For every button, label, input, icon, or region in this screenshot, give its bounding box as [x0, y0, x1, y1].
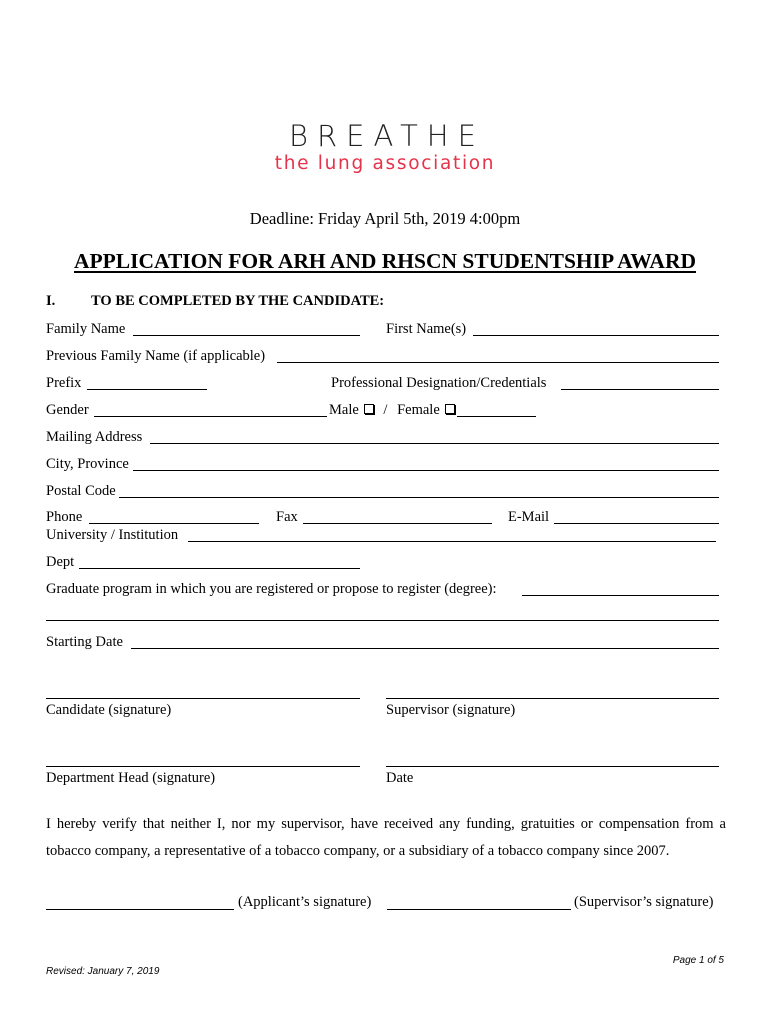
page-title: APPLICATION FOR ARH AND RHSCN STUDENTSHIP AWARD [74, 249, 696, 273]
logo-wordmark: BREATHE [289, 119, 485, 153]
row-gender [46, 401, 719, 421]
starting-date-field[interactable] [131, 648, 719, 649]
breathe-logo [0, 120, 770, 176]
city-province-field[interactable] [133, 470, 719, 471]
previous-family-name-field[interactable] [277, 362, 719, 363]
male-label: Male [329, 402, 359, 418]
department-head-signature-label: Department Head (signature) [46, 770, 216, 786]
final-supervisor-signature-label: (Supervisor’s signature) [574, 894, 714, 910]
male-checkbox[interactable] [364, 404, 374, 414]
gender-separator: / [383, 402, 388, 418]
email-field[interactable] [554, 523, 719, 524]
dept-field[interactable] [79, 568, 360, 569]
university-field[interactable] [188, 541, 716, 542]
date-line[interactable] [386, 766, 719, 767]
candidate-signature-line[interactable] [46, 698, 360, 699]
family-name-label: Family Name [46, 321, 126, 337]
verification-statement: I hereby verify that neither I, nor my supervisor, have received any funding, gratuities or compensation from a tobacco company, a representative of a tobacco company, or a subsidiary of a tobacco company since 2007. [46, 816, 726, 859]
first-name-label: First Name(s) [386, 321, 467, 337]
row-university [46, 526, 719, 546]
mailing-address-field[interactable] [150, 443, 719, 444]
graduate-program-field[interactable] [522, 595, 719, 596]
fax-field[interactable] [303, 523, 492, 524]
designation-label: Professional Designation/Credentials [331, 375, 547, 391]
phone-label: Phone [46, 509, 83, 525]
fax-label: Fax [276, 509, 298, 525]
row-previous-name [46, 347, 719, 367]
row-mailing-address [46, 428, 719, 448]
graduate-program-label: Graduate program in which you are registered or propose to register (degree): [46, 581, 497, 597]
page-number: Page 1 of 5 [672, 955, 724, 966]
email-label: E-Mail [508, 509, 550, 525]
dept-label: Dept [46, 554, 75, 570]
department-head-signature-line[interactable] [46, 766, 360, 767]
prefix-label: Prefix [46, 375, 82, 391]
supervisor-signature-line[interactable] [386, 698, 719, 699]
supervisor-signature-label: Supervisor (signature) [386, 702, 516, 718]
city-province-label: City, Province [46, 456, 129, 472]
candidate-signature-label: Candidate (signature) [46, 702, 172, 718]
family-name-field[interactable] [133, 335, 360, 336]
first-name-field[interactable] [473, 335, 719, 336]
section-title: TO BE COMPLETED BY THE CANDIDATE: [91, 293, 385, 309]
applicant-signature-line[interactable] [46, 909, 234, 910]
graduate-program-continuation-line[interactable] [46, 620, 719, 621]
logo-tagline: the lung association [274, 153, 496, 174]
section-heading [46, 293, 384, 310]
row-city-province [46, 455, 719, 475]
section-number: I. [46, 293, 56, 309]
starting-date-label: Starting Date [46, 634, 123, 650]
prefix-field[interactable] [87, 389, 207, 390]
gender-options [327, 401, 457, 421]
university-label: University / Institution [46, 527, 179, 543]
gender-field-line [94, 416, 536, 417]
row-starting-date [46, 633, 719, 653]
applicant-signature-label: (Applicant’s signature) [238, 894, 372, 910]
postal-code-label: Postal Code [46, 483, 116, 499]
mailing-address-label: Mailing Address [46, 429, 143, 445]
row-names [46, 320, 719, 340]
date-label: Date [386, 770, 414, 786]
phone-field[interactable] [89, 523, 259, 524]
female-checkbox[interactable] [445, 404, 455, 414]
postal-code-field[interactable] [119, 497, 719, 498]
row-dept [46, 553, 719, 573]
deadline-text: Deadline: Friday April 5th, 2019 4:00pm [249, 209, 521, 228]
gender-label: Gender [46, 402, 89, 418]
designation-field[interactable] [561, 389, 719, 390]
final-supervisor-signature-line[interactable] [387, 909, 571, 910]
previous-family-name-label: Previous Family Name (if applicable) [46, 348, 266, 364]
row-prefix [46, 374, 719, 394]
female-label: Female [397, 402, 440, 418]
row-graduate-program [46, 580, 719, 600]
revision-date: Revised: January 7, 2019 [46, 966, 160, 977]
row-contact [46, 508, 719, 528]
row-postal-code [46, 482, 719, 502]
